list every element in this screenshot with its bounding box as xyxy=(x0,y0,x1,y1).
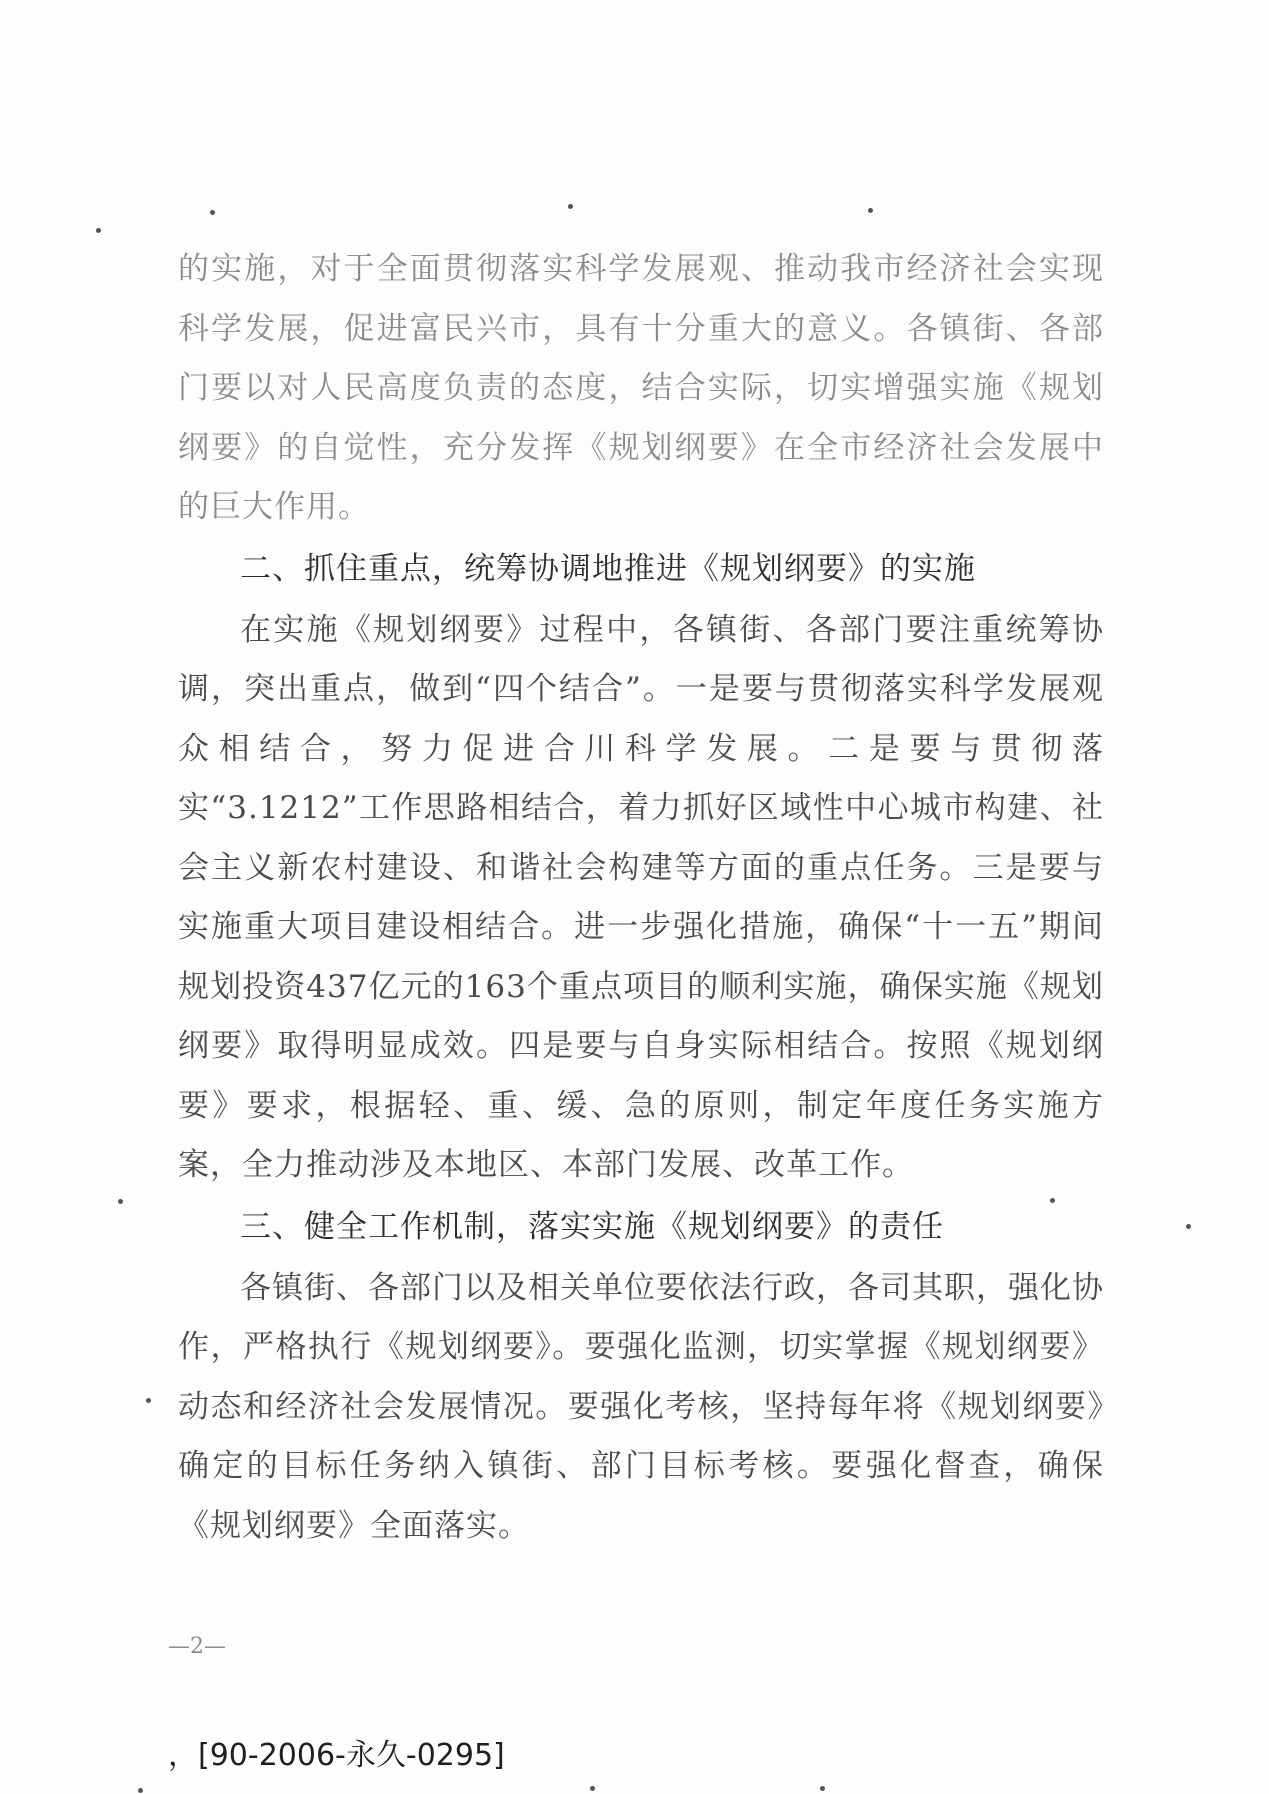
scan-speck xyxy=(118,1199,123,1204)
scan-speck xyxy=(590,1786,595,1791)
scan-speck xyxy=(96,228,101,233)
archive-code: ，[90-2006-永久-0295] xyxy=(168,1738,505,1773)
section-3-heading: 三、健全工作机制，落实实施《规划纲要》的责任 xyxy=(240,1208,944,1245)
page-number: —2— xyxy=(168,1634,226,1659)
scan-speck xyxy=(146,1398,151,1403)
scan-speck xyxy=(868,208,873,213)
scan-speck xyxy=(568,204,573,209)
section-2-heading: 二、抓住重点，统筹协调地推进《规划纲要》的实施 xyxy=(240,550,976,587)
scan-speck xyxy=(138,1788,143,1793)
document-body xyxy=(178,240,1104,1556)
intro-paragraph: 的实施，对于全面贯彻落实科学发展观、推动我市经济社会实现科学发展，促进富民兴市，具有十分重大的意义。各镇街、各部门要以对人民高度负责的态度，结合实际，切实增强实施《规划纲要》的自觉性，充分发挥《规划纲要》在全市经济社会发展中的巨大作用。 xyxy=(178,251,1104,525)
section-2-paragraph: 在实施《规划纲要》过程中，各镇街、各部门要注重统筹协调，突出重点，做到“四个结合”。一是要与贯彻落实科学发展观众相结合，努力促进合川科学发展。二是要与贯彻落实“3.1212”工作思路相结合，着力抓好区域性中心城市构建、社会主义新农村建设、和谐社会构建等方面的重点任务。三是要与实施重大项目建设相结合。进一步强化措施，确保“十一五”期间规划投资437亿元的163个重点项目的顺利实施，确保实施《规划纲要》取得明显成效。四是要与自身实际相结合。按照《规划纲要》要求，根据轻、重、缓、急的原则，制定年度任务实施方案，全力推动涉及本地区、本部门发展、改革工作。 xyxy=(178,611,1104,1183)
scan-speck xyxy=(210,210,215,215)
scan-speck xyxy=(1186,1224,1191,1229)
section-3-paragraph: 各镇街、各部门以及相关单位要依法行政，各司其职，强化协作，严格执行《规划纲要》。要强化监测，切实掌握《规划纲要》动态和经济社会发展情况。要强化考核，坚持每年将《规划纲要》确定的目标任务纳入镇街、部门目标考核。要强化督查，确保《规划纲要》全面落实。 xyxy=(178,1269,1104,1544)
scan-speck xyxy=(820,1786,825,1791)
scan-speck xyxy=(1050,1198,1055,1203)
